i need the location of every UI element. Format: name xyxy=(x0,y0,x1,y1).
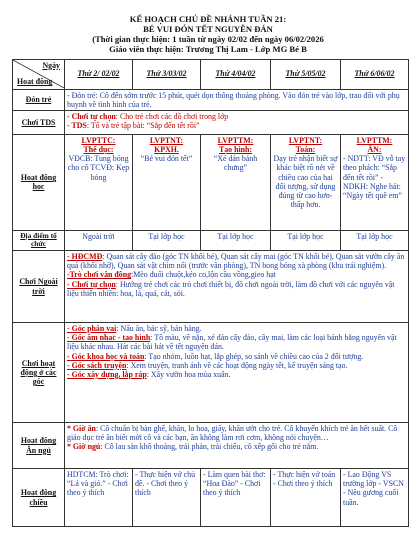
location-cell: Tại lớp học xyxy=(133,230,201,250)
goc-item-prefix: - Góc phân vai xyxy=(67,324,117,334)
goc-item-prefix: - Góc xây dựng, lắp ráp xyxy=(67,369,147,379)
location-cell: Tại lớp học xyxy=(271,230,341,250)
corner-day-label: Ngày xyxy=(42,60,60,70)
tds-line1-prefix: - Chơi tự chọn xyxy=(67,111,116,121)
chieu-cell: - Lao Động VS trường lớp - VSCN - Nêu gương cuối tuần. xyxy=(341,469,409,527)
gio-an-prefix: * Giờ ăn xyxy=(67,424,96,434)
hoc-area: LVPTTM: xyxy=(356,135,393,145)
chieu-cell: - Thực hiện vở chủ đề. - Chơi theo ý thích xyxy=(133,469,201,527)
hoc-area: LVPTNT: xyxy=(149,135,184,145)
row-hoat-dong-hoc xyxy=(13,134,409,230)
day-header: Thứ 3/03/02 xyxy=(133,59,201,89)
goc-item-prefix: - Góc khoa học và toán xyxy=(67,351,145,361)
document-header xyxy=(0,0,416,55)
hoc-subject: KPXH. xyxy=(154,145,179,155)
row-goc xyxy=(13,323,409,423)
location-cell: Ngoài trời xyxy=(65,230,133,250)
day-header: Thứ 4/04/02 xyxy=(201,59,271,89)
location-cell: Tại lớp học xyxy=(341,230,409,250)
hoc-area: LVPTTM: xyxy=(217,135,254,145)
row-label: Hoạt động chiều xyxy=(13,469,65,527)
goc-item-text: : Tạo nhóm, luồn hạt, lắp ghép, so sánh về chiều cao của 2 đối tượng. xyxy=(144,351,364,361)
tds-line1-text: : Cho trẻ chơi các đồ chơi trong lớp xyxy=(115,111,229,121)
row-label: Chơi Ngoài trời xyxy=(13,251,65,323)
hoc-subject: Toán: xyxy=(295,145,316,155)
row-ngoai-troi xyxy=(13,251,409,323)
row-label: Đón trẻ xyxy=(13,89,65,110)
hoc-content: - NDTT: VĐ vỗ tay theo phách: “Sắp đến tết rồi” - NDKH: Nghe hát: “Ngày tết quê em” xyxy=(343,154,406,200)
row-label: Chơi hoạt động ở các góc xyxy=(13,323,65,423)
chieu-cell: HDTCM: Trò chơi: “Lá và gió.” - Chơi theo ý thích xyxy=(65,469,133,527)
goc-item-text: : Xem truyện, tranh ảnh về các hoạt động ngày tết, kể truyện sáng tạo. xyxy=(126,360,348,370)
hoc-subject: Thể dục: xyxy=(83,145,114,155)
hoc-cell-fri xyxy=(341,134,409,230)
don-tre-text: - Đón trẻ: Cô đến sớm trước 15 phút, quét dọn thông thoáng phòng. Vào đón trẻ vào lớp, trao đổi với phụ huynh về tình hình của trẻ. xyxy=(65,89,409,110)
row-label: Chơi TDS xyxy=(13,110,65,134)
tds-line2-text: : Tổ và trẻ tập bài: “Sắp đến tết rồi” xyxy=(86,121,200,131)
hoc-subject: Tạo hình: xyxy=(218,145,253,155)
hoc-area: LVPTTC: xyxy=(81,135,116,145)
row-an-ngu xyxy=(13,423,409,469)
hoc-content: VĐCB: Tung bóng cho cô TCVĐ: Kẹp bóng xyxy=(67,154,130,182)
day-header: Thứ 2/ 02/02 xyxy=(65,59,133,89)
hoc-cell-thu xyxy=(271,134,341,230)
location-cell: Tại lớp học xyxy=(201,230,271,250)
goc-item-prefix: - Góc sách truyện xyxy=(67,360,127,370)
teacher-line: Giáo viên thực hiện: Trương Thị Lam - Lớp MG Bé B xyxy=(109,44,307,55)
an-ngu-cell xyxy=(65,423,409,469)
hoc-content: “Xé dán bánh chưng” xyxy=(213,154,258,173)
hdcmd-text: : Quan sát cây đào (góc TN khối bé), Quan sát cây mai (góc TN khối bé), Quan sát vườn cây ăn quả (khối nhỡ), Quan sát vật chìm nổi (trước văn phòng), TN bong bóng xà phòng (khu trải nghiệm). xyxy=(67,252,405,271)
hoc-cell-mon xyxy=(65,134,133,230)
hdcmd-prefix: - HĐCMĐ xyxy=(67,252,103,262)
goc-item-text: : Xây vườn hoa mùa xuân. xyxy=(146,369,231,379)
gio-an-text: : Cô chuẩn bị bàn ghế, khăn, lo hoa, giấy, khăn ướt cho trẻ. Cô khuyến khích trẻ ăn hết suất. Cô giáo dục trẻ ăn biết mời cô và các bạn, ăn không làm rơi cơm, không nói chuyện… xyxy=(67,424,398,443)
title-line-1: KẾ HOẠCH CHỦ ĐỀ NHÁNH TUẦN 21: xyxy=(129,14,287,24)
gio-ngu-text: : Cô lau sàn khô thoáng, trải phản, trải chiếu, cô xếp gối cho trẻ nằm. xyxy=(100,442,319,452)
hoc-content: “Bé vui đón tết” xyxy=(140,154,193,164)
hoc-cell-tue xyxy=(133,134,201,230)
row-label: Địa điểm tổ chức xyxy=(13,230,65,250)
time-line: (Thời gian thực hiện: 1 tuần từ ngày 02/02 đến ngày 06/02/2026 xyxy=(92,34,324,45)
corner-activity-label: Hoạt động xyxy=(17,77,53,87)
hoc-area: LVPTNT: xyxy=(288,135,323,145)
row-chieu xyxy=(13,469,409,527)
tcvd-text: :Mèo đuổi chuột,kéo co,lộn cầu vồng,gieo hạt xyxy=(131,270,276,280)
tds-cell xyxy=(65,110,409,134)
row-tds xyxy=(13,110,409,134)
hoc-content: Dạy trẻ nhận biết sự khác biệt rõ nét về chiều cao của hai đối tượng, sử dụng đúng từ cao hơn-thấp hơn. xyxy=(273,154,338,209)
gio-ngu-prefix: * Giờ ngủ xyxy=(67,442,101,452)
tcvd-prefix: -Trò chơi vận động xyxy=(67,270,132,280)
chieu-cell: - Thực hiện vở toán - Chơi theo ý thích xyxy=(271,469,341,527)
row-dia-diem xyxy=(13,230,409,250)
days-header-row xyxy=(13,59,409,89)
row-label: Hoạt động học xyxy=(13,134,65,230)
chieu-cell: - Làm quen bài thơ: “Hoa Đào” - Chơi theo ý thích xyxy=(201,469,271,527)
weekly-plan-table xyxy=(12,59,409,527)
ngoai-troi-cell xyxy=(65,251,409,323)
goc-cell xyxy=(65,323,409,423)
hoc-cell-wed xyxy=(201,134,271,230)
day-header: Thứ 6/06/02 xyxy=(341,59,409,89)
tct-prefix: - Chơi tự chọn xyxy=(67,279,116,289)
goc-item-text: : Tô màu, vẽ nặn, xé dán cây đào, cây mai, làm các loại bánh bằng nguyên vật liệu khác nhau. Hát các bài hát về tết nguyên đán. xyxy=(67,333,397,352)
corner-cell xyxy=(13,59,65,89)
row-label: Hoạt động Ăn ngủ xyxy=(13,423,65,469)
title-line-2: BÉ VUI ĐÓN TẾT NGUYÊN ĐÁN xyxy=(143,24,273,35)
hoc-subject: ÂN: xyxy=(367,145,382,155)
goc-item-prefix: - Góc âm nhạc - tạo hình xyxy=(67,333,151,343)
row-don-tre xyxy=(13,89,409,110)
day-header: Thứ 5/05/02 xyxy=(271,59,341,89)
tds-line2-prefix: - TDS xyxy=(67,121,87,131)
goc-item-text: : Nấu ăn, bác sỹ, bán hàng. xyxy=(116,324,202,334)
tct-text: : Hướng trẻ chơi các trò chơi thiết bị, đồ chơi ngoài trời, làm đồ chơi với các nguyên vật liệu thiên nhiên: hoa, lá, quả, cát, sỏi. xyxy=(67,279,395,298)
